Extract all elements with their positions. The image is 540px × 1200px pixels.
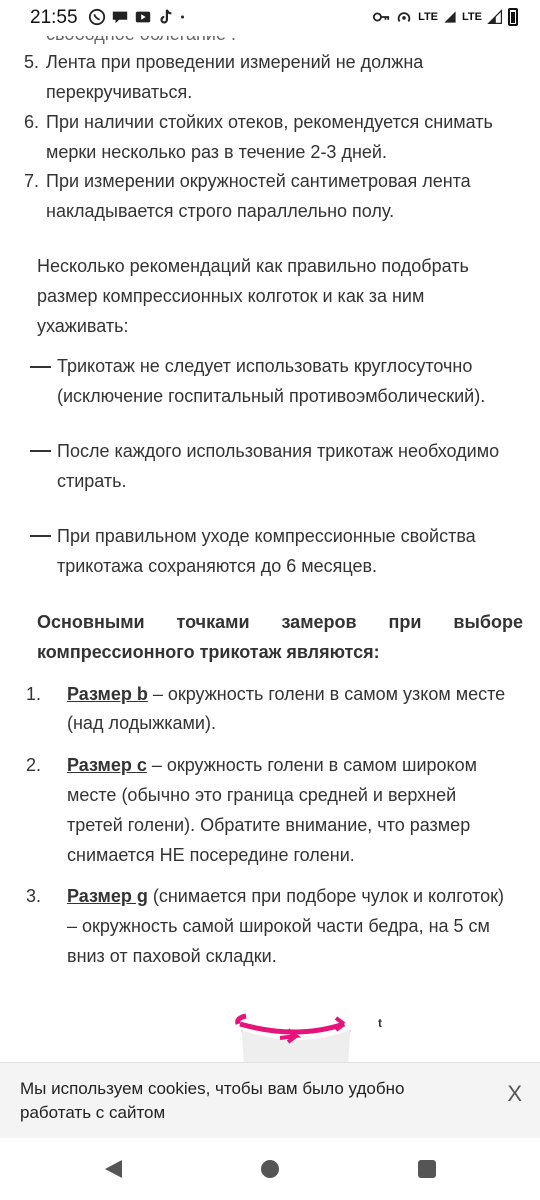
size-item-line <box>67 753 477 777</box>
battery-icon <box>508 8 518 26</box>
whatsapp-icon <box>88 8 106 26</box>
dash-item-text: Трикотаж не следует использовать круглосуточно <box>57 356 473 376</box>
cookie-line: Мы используем cookies, чтобы вам было удобно <box>20 1079 405 1098</box>
section-heading <box>37 610 523 634</box>
size-label: Размер b <box>67 684 148 704</box>
list-number: 6. <box>24 112 40 132</box>
size-item-line: вниз от паховой складки. <box>67 946 277 966</box>
section-heading-line-2: компрессионного трикотаж являются: <box>37 642 380 662</box>
tiktok-icon <box>157 8 175 26</box>
cookie-message <box>20 1077 404 1125</box>
cookie-banner <box>0 1062 540 1138</box>
hotspot-icon <box>395 8 413 26</box>
dash-bullet <box>30 535 51 537</box>
system-icons <box>372 8 518 26</box>
heading-word: замеров <box>281 612 357 632</box>
size-desc: (снимается при подборе чулок и колготок) <box>147 886 504 906</box>
recents-icon[interactable] <box>416 1158 438 1180</box>
list-item-text: Лента при проведении измерений не должна <box>46 52 424 72</box>
close-button[interactable]: X <box>507 1081 522 1106</box>
signal-icon <box>487 8 503 26</box>
navigation-bar <box>0 1138 540 1200</box>
dash-item-text: трикотажа сохраняются до 6 месяцев. <box>57 556 378 576</box>
heading-word: точками <box>176 612 250 632</box>
size-item-line: третей голени). Обратите внимание, что размер <box>67 815 471 835</box>
status-bar <box>0 0 540 36</box>
dot-icon <box>180 8 190 26</box>
size-number: 1. <box>26 684 42 704</box>
heading-word: выборе <box>453 612 523 632</box>
size-item-line: – окружность самой широкой части бедра, на 5 см <box>67 916 490 936</box>
dash-bullet <box>30 450 51 452</box>
heading-word: Основными <box>37 612 145 632</box>
heading-word: при <box>388 612 422 632</box>
size-label: Размер g <box>67 886 148 906</box>
network-label-2: LTE <box>462 11 482 23</box>
status-time: 21:55 <box>30 7 78 28</box>
back-icon[interactable] <box>102 1158 124 1180</box>
list-item-text: При измерении окружностей сантиметровая лента <box>46 171 471 191</box>
size-item-line <box>67 884 504 908</box>
size-item-line: снимается НЕ посередине голени. <box>67 845 355 865</box>
size-label: Размер c <box>67 755 147 775</box>
list-item-text: При наличии стойких отеков, рекомендуется снимать <box>46 112 493 132</box>
size-desc: – окружность голени в самом узком месте <box>147 684 506 704</box>
list-number: 7. <box>24 171 40 191</box>
network-label-1: LTE <box>418 11 439 23</box>
size-number: 3. <box>26 886 42 906</box>
cookie-line: работать с сайтом <box>20 1103 166 1122</box>
dash-bullet <box>30 366 51 368</box>
list-item-text: перекручиваться. <box>46 82 193 102</box>
figure-label: t <box>378 1016 382 1030</box>
size-item-line: (над лодыжками). <box>67 713 216 733</box>
list-number: 5. <box>24 52 40 72</box>
size-number: 2. <box>26 755 42 775</box>
size-desc: – окружность голени в самом широком <box>146 755 477 775</box>
list-item-text: накладывается строго параллельно полу. <box>46 201 395 221</box>
chat-icon <box>111 8 129 26</box>
paragraph-line: размер компрессионных колготок и как за ним <box>37 286 425 306</box>
paragraph-line: ухаживать: <box>37 316 129 336</box>
key-icon <box>372 8 390 26</box>
home-icon[interactable] <box>259 1158 281 1180</box>
dash-item-text: (исключение госпитальный противоэмболический). <box>57 386 486 406</box>
signal-icon <box>443 8 457 26</box>
dash-item-text: При правильном уходе компрессионные свойства <box>57 526 476 546</box>
cast-icon <box>134 8 152 26</box>
measurement-figure <box>230 1010 360 1070</box>
notification-icons <box>88 8 190 26</box>
dash-item-text: стирать. <box>57 471 127 491</box>
paragraph-line: Несколько рекомендаций как правильно подобрать <box>37 256 469 276</box>
dash-item-text: После каждого использования трикотаж необходимо <box>57 441 500 461</box>
size-item-line <box>67 682 505 706</box>
size-item-line: месте (обычно это граница средней и верхней <box>67 785 457 805</box>
list-item-text: мерки несколько раз в течение 2-3 дней. <box>46 142 387 162</box>
